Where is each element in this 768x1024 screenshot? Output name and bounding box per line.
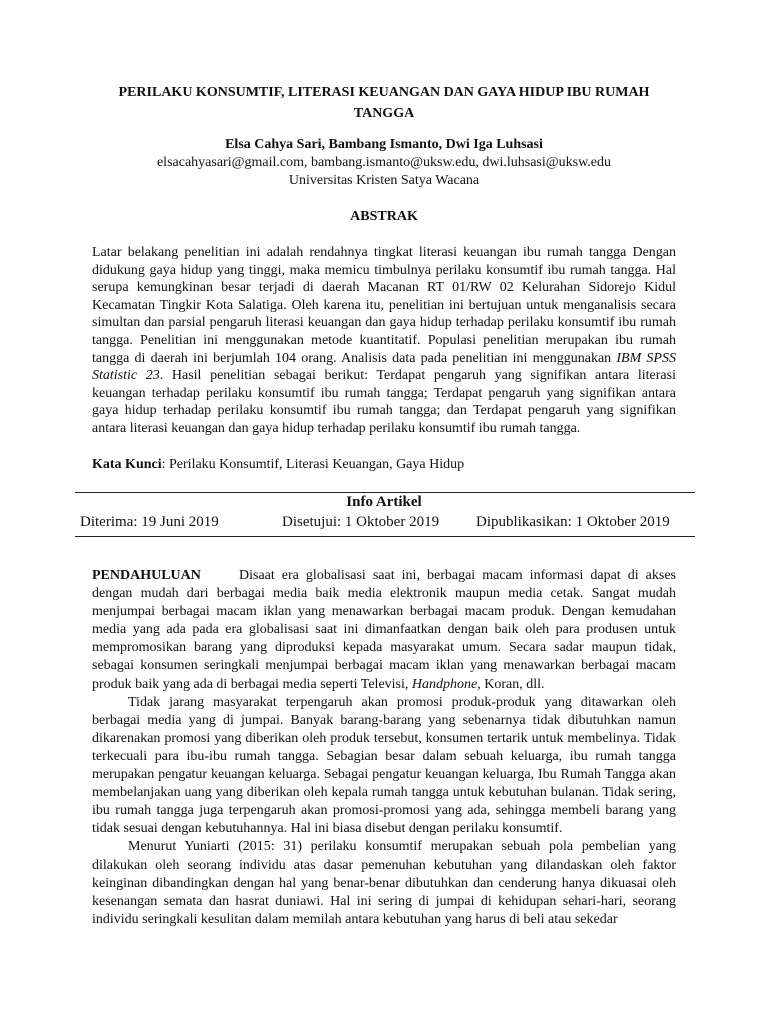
intro-p1-text: Disaat era globalisasi saat ini, berbagai macam informasi dapat di akses dengan mudah dari berbagai media baik media elektronik maupun media cetak. Sangat mudah menjumpai berbagai macam iklan yang menawarkan berbagai macam produk. Dengan kemudahan media yang ada pada era globalisasi saat ini dimanfaatkan dengan baik oleh para produsen untuk mempromosikan barang yang diproduksi kepada masyarakat umum. Secara sadar maupun tidak, sebagai konsumen seringkali menjumpai berbagai macam iklan yang menawarkan berbagai macam produk baik yang ada di berbagai media seperti Televisi,	[92, 568, 676, 692]
info-bottom-divider	[75, 536, 695, 537]
author-emails: elsacahyasari@gmail.com, bambang.ismanto@uksw.edu, dwi.luhsasi@uksw.edu	[156, 155, 612, 170]
intro-p1-italic: Handphone	[411, 676, 478, 692]
section-heading-intro: PENDAHULUAN	[92, 568, 201, 583]
intro-paragraph-1	[92, 567, 676, 694]
abstract-text-part1: Latar belakang penelitian ini adalah rendahnya tingkat literasi keuangan ibu rumah tangga Dengan didukung gaya hidup yang tinggi, maka memicu timbulnya perilaku konsumtif ibu rumah tangga. Hal serupa kemungkinan besar terjadi di daerah Macanan RT 01/RW 02 Kelurahan Sidorejo Kidul Kecamatan Tingkir Kota Salatiga. Oleh karena itu, penelitian ini bertujuan untuk menganalisis secara simultan dan parsial pengaruh literasi keuangan dan gaya hidup terhadap perilaku konsumtif ibu rumah tangga. Penelitian ini menggunakan metode kuantitatif. Populasi penelitian merupakan ibu rumah tangga di daerah ini berjumlah 104 orang. Analisis data pada penelitian ini menggunakan	[92, 245, 676, 366]
abstract-paragraph	[92, 244, 676, 438]
abstract-software-name: IBM SPSS Statistic 23	[92, 350, 676, 384]
intro-p1-tail: , Koran, dll.	[477, 676, 545, 692]
keywords-label: Kata Kunci	[92, 457, 162, 472]
keywords-line	[92, 456, 676, 474]
intro-paragraph-2: Tidak jarang masyarakat terpengaruh akan promosi produk-produk yang ditawarkan oleh berbagai media yang di jumpai. Banyak barang-barang yang sebenarnya tidak dibutuhkan namun dikarenakan promosi yang diberikan oleh produk tersebut, konsumen tertarik untuk membelinya. Tidak terkecuali para ibu-ibu rumah tangga. Sebagian besar dalam sebuah keluarga, ibu rumah tangga merupakan pengatur keuangan keluarga. Sebagai pengatur keuangan keluarga, Ibu Rumah Tangga akan membelanjakan uang yang diberikan oleh kepala rumah tangga untuk kebutuhan bulanan. Tidak sering, ibu rumah tangga juga terpengaruh akan promosi-promosi yang ada, sehingga membeli barang yang tidak sesuai dengan kebutuhannya. Hal ini biasa disebut dengan perilaku konsumtif.	[92, 694, 676, 837]
date-received: Diterima: 19 Juni 2019	[80, 514, 219, 530]
intro-body	[92, 567, 676, 929]
affiliation: Universitas Kristen Satya Wacana	[288, 173, 480, 188]
date-approved: Disetujui: 1 Oktober 2019	[282, 514, 440, 530]
abstract-text-part2: . Hasil penelitian sebagai berikut: Terdapat pengaruh yang signifikan antara literasi keuangan terhadap perilaku konsumtif ibu rumah tangga; Terdapat pengaruh yang signifikan antara gaya hidup terhadap perilaku konsumtif ibu rumah tangga; dan Terdapat pengaruh yang signifikan antara literasi keuangan dan gaya hidup terhadap perilaku konsumtif ibu rumah tangga.	[92, 368, 676, 436]
author-list: Elsa Cahya Sari, Bambang Ismanto, Dwi Iga Luhsasi	[225, 137, 543, 152]
abstract-body	[92, 244, 676, 438]
intro-paragraph-3: Menurut Yuniarti (2015: 31) perilaku konsumtif merupakan sebuah pola pembelian yang dilakukan oleh seorang individu atas dasar pemenuhan kebutuhan yang dilandaskan oleh faktor keinginan dibandingkan dengan hal yang benar-benar dibutuhkan dan cenderung hanya dikuasai oleh kesenangan semata dan hasrat duniawi. Hal ini sering di jumpai di kehidupan sehari-hari, seorang individu seringkali kesulitan dalam memilah antara kebutuhan yang harus di beli atau sekedar	[92, 839, 676, 927]
info-heading: Info Artikel	[346, 494, 422, 510]
paper-title: PERILAKU KONSUMTIF, LITERASI KEUANGAN DAN GAYA HIDUP IBU RUMAH TANGGA	[118, 85, 650, 121]
date-published: Dipublikasikan: 1 Oktober 2019	[476, 514, 670, 530]
keywords-text: : Perilaku Konsumtif, Literasi Keuangan, Gaya Hidup	[161, 457, 465, 472]
abstract-heading: ABSTRAK	[350, 209, 418, 224]
